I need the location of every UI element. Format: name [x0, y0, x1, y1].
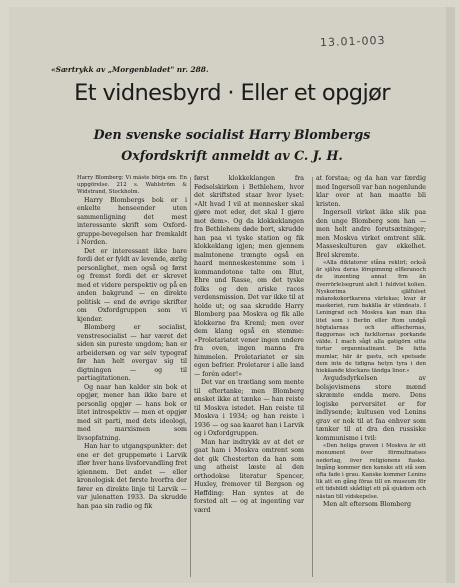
paragraph: Blomberg er socialist, venstresocialist — har været det siden sin pureste ungdom; han er arbeidersøn og var selv typograf før han helt overgav sig til digtningen — og til partiagitationen.	[77, 324, 187, 383]
headline: Et vidnesbyrd · Eller et opgjør	[74, 80, 390, 106]
paragraph: Avgudsdyrkelsen av bolsjevismens store mænd skræmte endda mere. Dens logiske perversitet er for indlysende; kultusen ved Lenins grav er nok til at faa enhver som tænker til at dra den russiske kommunisme i tvil:	[316, 375, 426, 442]
block-quote: «Den heliga graven i Moskva är ett monument över förmultnatses nederlag, över religionens fiasko. Ingång kommer den kanske att stå som ofta fade i grau. Kanske kommer Lenins lik att en gång föras till en museum för ett tidsbildt skådligt ett på sjukdom och nästan till vidskepelse.	[316, 443, 426, 500]
paragraph: Men alt eftersom Blomberg	[323, 500, 412, 508]
column-3	[316, 175, 426, 580]
paragraph: Og naar han kalder sin bok et opgjør, mener han ikke bare et personlig opgjør — hans bok er litet introspektiv — men et opgjør med sit parti, med dets ideologi, med marxismen som livsopfatning.	[77, 383, 187, 442]
newspaper-page	[9, 7, 455, 583]
paragraph: Han har to utgangspunkter: det ene er det gruppemøte i Larvik iflør hver hans livsforvandling fret igiennem. Det andet — eller kronologisk det første hvorfra der fører en direkte linje til Larvik — var julenatten 1933. Da skrudde han paa sin radio og fik	[77, 443, 187, 510]
offprint-line: «Særtrykk av „Morgenbladet" nr. 288.	[51, 65, 209, 74]
paragraph: først klokkeklangen fra Fødselskirken i Bethlehem, hvor det skriftsted staar hvor lyset: «Alt hvad I vil at mennesker skal gjøre mot eder, det skal I gjøre mot dem». Og da klokkeklangen fra Bethlehem døde bort, skrudde han paa vi tyske station og fik klokkeklang igjen; men gjennem malmtonene trængte også en haard menneskestemme som i kommandotone talte om Blut, Ehre und Rasse, om det tyske folks og den ariske races verdensmission. Det var ikke til at holde ut; og saa skrudde Harry Blomberg paa Moskva og fik alle klokkerne fra Kreml; men over dem klang også en stemme: «Proletariatet vener ingen undere fra oven, ingen manna fra himmelen. Proletariatet er sin egen befrier. Proletarer i alle land — forén eder!»	[194, 175, 304, 378]
column-2	[194, 175, 304, 580]
paragraph: Man har indtrykk av at det er gaat ham i Moskva omtrent som det gik Chesterton da han som ung atheist læste al den orthodokse literatur Spencer, Huxley, fremover til Bergson og Høffding: Han syntes at de forstod alt — og at ingenting var værd	[194, 438, 304, 514]
paragraph: at forstaa; og da han var færdig med Ingersoll var han nogenlunde klar over at han maatte bli kristen.	[316, 175, 426, 208]
block-quote: «Alla diktatorer ståna reklirl; också är själva deras lörspimnng elfleranoch de inzenting annat frm än överrörlelsegrunt alelt 1 fuldvist kolien. Nyskorima själfulset mäanskokortkarena värlekas; kvar är maskeriet, rum bakälla är ständeats. I Leningrad och Moskva kan man ilka litet som i Berlin eller Rom undgå högtalarnas och affischernas, flaggornas och fackltornas porkande välde. I mach sågt alla gatigörn sitta fortar organnisatinant. De fatta mumlar, här är gastu, och spetsade dem inte de tidigna hetyn tyra i den hiekäande klockans tändga linor.»	[316, 260, 426, 375]
book-reference: Harry Blomberg: Vi måste börja om. En uppgörelse. 212 s. Wahlström & Widstrand, Stockholm.	[77, 175, 187, 196]
subtitle-line-2: Oxfordskrift anmeldt av C. J. H.	[121, 148, 343, 163]
column-rule-1	[190, 177, 191, 577]
paragraph: Ingersoll virket ikke slik paa den unge Blomberg som han — men helt andre forutsætninger; men Moskva virket omtrent slik. Masseskulturen gav ekkelhet. Brel skremte.	[316, 209, 426, 259]
column-rule-2	[312, 177, 313, 577]
archive-number: 13.01-003	[319, 33, 386, 50]
paragraph: Harry Blombergs bok er i enkelte henseender uten sammenligning det mest interessante skrift som Oxford-gruppe-bevegelsen har fremkaldt i Norden.	[77, 196, 187, 247]
column-1	[77, 175, 187, 580]
subtitle-line-1: Den svenske socialist Harry Blombergs	[93, 127, 371, 142]
paragraph: Det var en trætlang som mente til eftertanke; men Blomberg ønsket ikke at tænke — han reiste til Moskva istedet. Han reiste til Moskva i 1934; og han reiste i 1936 — og saa kaaret han i Larvik og i Oxfordgruppen.	[194, 379, 304, 437]
paragraph: Det er interessant ikke bare fordi det er fyldt av levende, ærlig personlighet, men også og først og fremst fordi det er skrevet med et videre perspektiv og på en anden bakgrund — en direkte politisk — end de øvrige skrifter om Oxfordgruppen som vi kjender.	[77, 247, 187, 323]
